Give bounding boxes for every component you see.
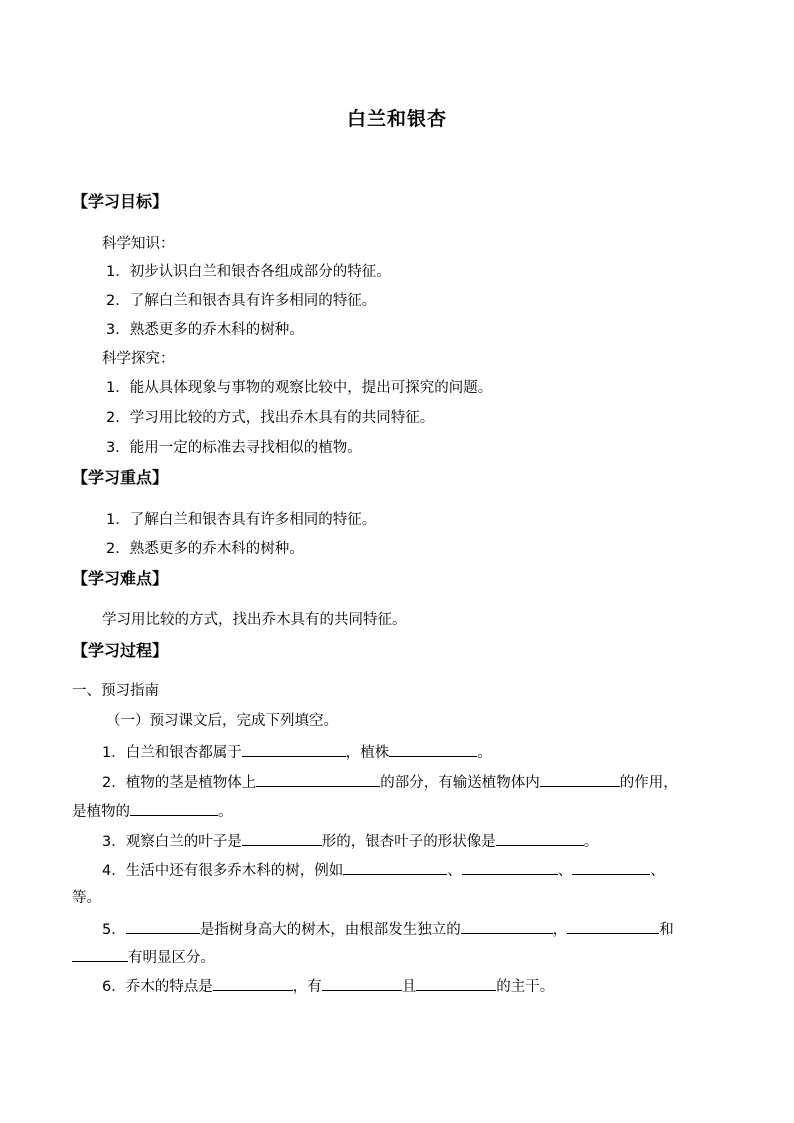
key-point-item: 2．熟悉更多的乔木科的树种。 (106, 541, 304, 557)
inquiry-label: 科学探究： (102, 351, 175, 367)
answer-blank[interactable] (242, 741, 346, 757)
answer-blank[interactable] (496, 830, 584, 846)
answer-blank[interactable] (540, 771, 620, 787)
question-2-continued: 是植物的 。 (72, 800, 233, 822)
answer-blank[interactable] (242, 830, 322, 846)
page-title: 白兰和银杏 (346, 108, 447, 130)
answer-blank[interactable] (572, 859, 650, 875)
section-heading-objectives: 【学习目标】 (72, 192, 169, 211)
answer-blank[interactable] (461, 918, 553, 934)
answer-blank[interactable] (567, 918, 659, 934)
objective-item: 3．熟悉更多的乔木科的树种。 (106, 322, 304, 338)
objective-item: 1．能从具体现象与事物的观察比较中，提出可探究的问题。 (106, 380, 493, 396)
answer-blank[interactable] (130, 800, 218, 816)
section-heading-process: 【学习过程】 (72, 641, 169, 660)
objective-item: 2．学习用比较的方式，找出乔木具有的共同特征。 (106, 410, 435, 426)
objective-item: 3．能用一定的标准去寻找相似的植物。 (106, 440, 362, 456)
answer-blank[interactable] (256, 771, 380, 787)
question-6: 6．乔木的特点是 ，有 且 的主干。 (102, 975, 554, 997)
question-4: 4．生活中还有很多乔木科的树，例如 、 、 、 (102, 859, 665, 881)
answer-blank[interactable] (389, 741, 477, 757)
answer-blank[interactable] (343, 859, 447, 875)
objective-item: 2．了解白兰和银杏具有许多相同的特征。 (106, 293, 377, 309)
answer-blank[interactable] (322, 975, 402, 991)
answer-blank[interactable] (126, 918, 200, 934)
question-5-continued: 有明显区分。 (72, 946, 215, 968)
objective-item: 1．初步认识白兰和银杏各组成部分的特征。 (106, 264, 391, 280)
answer-blank[interactable] (462, 859, 558, 875)
section-heading-difficulties: 【学习难点】 (72, 569, 169, 588)
question-3: 3．观察白兰的叶子是 形的，银杏叶子的形状像是 。 (102, 830, 598, 852)
sub-instruction: （一）预习课文后，完成下列填空。 (106, 713, 338, 729)
knowledge-label: 科学知识： (102, 236, 175, 252)
question-5: 5． 是指树身高大的树木，由根部发生独立的 ， 和 (102, 918, 674, 940)
section-heading-key-points: 【学习重点】 (72, 468, 169, 487)
question-2: 2．植物的茎是植物体上 的部分，有输送植物体内 的作用， (102, 771, 718, 793)
part-title: 一、预习指南 (72, 683, 159, 699)
question-1: 1．白兰和银杏都属于 ，植株 。 (102, 741, 492, 763)
question-4-continued: 等。 (72, 890, 101, 906)
answer-blank[interactable] (213, 975, 293, 991)
key-point-item: 1．了解白兰和银杏具有许多相同的特征。 (106, 512, 377, 528)
answer-blank[interactable] (416, 975, 496, 991)
difficulty-text: 学习用比较的方式，找出乔木具有的共同特征。 (102, 612, 407, 628)
answer-blank[interactable] (72, 946, 128, 962)
